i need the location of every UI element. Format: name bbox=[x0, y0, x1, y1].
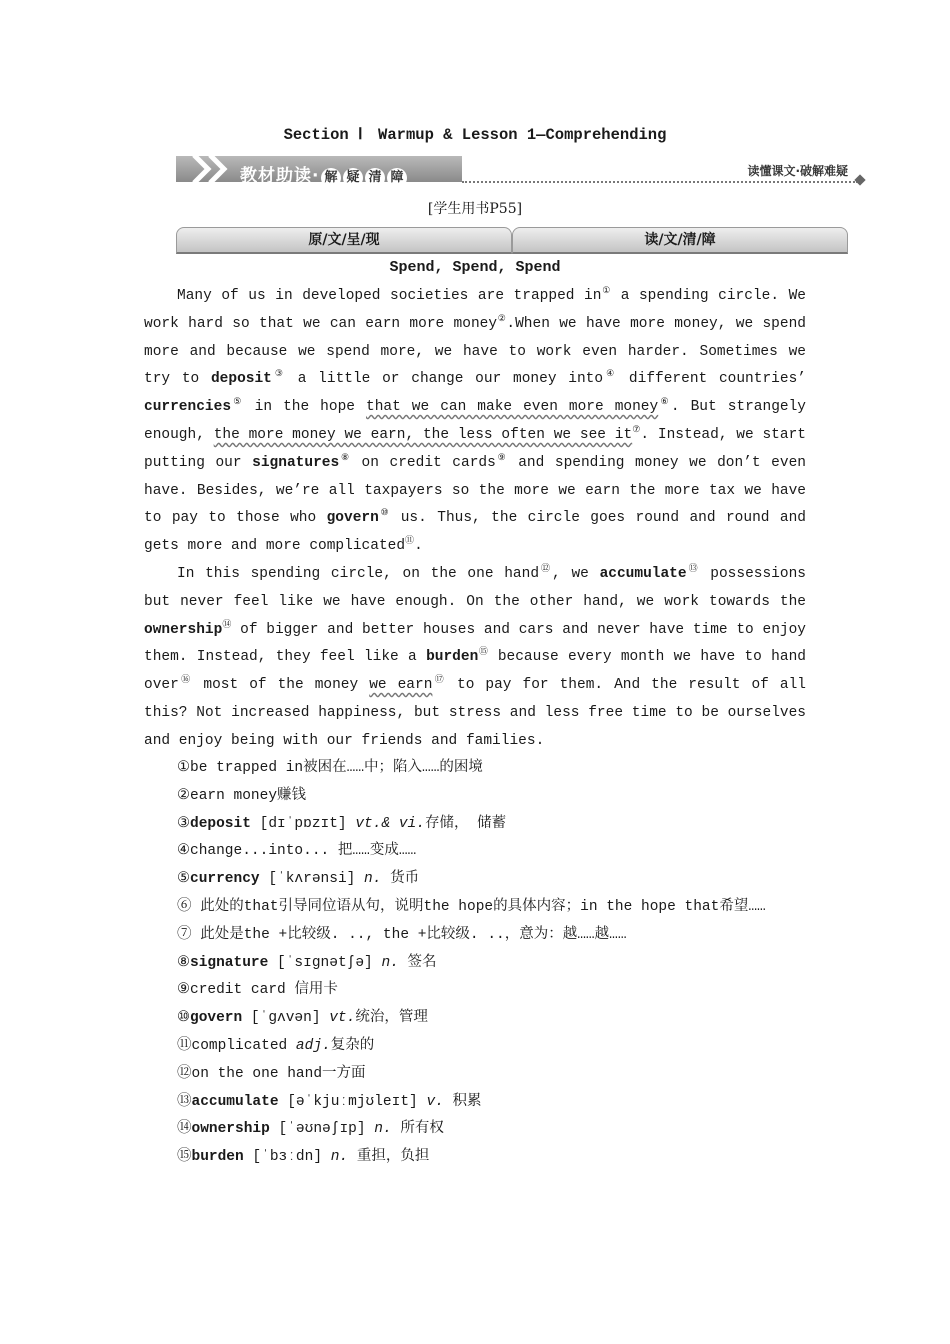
note-text: [əˈkjuːmjʊleɪt] bbox=[278, 1093, 427, 1110]
note-meaning: 复杂的 bbox=[330, 1037, 375, 1054]
note-mark: ⑮ bbox=[177, 1149, 192, 1166]
note-mark: ⑨ bbox=[177, 982, 190, 999]
tab-reading-notes: 读/文/清/障 bbox=[512, 227, 848, 254]
section-title: Section Ⅰ Warmup & Lesson 1—Comprehending bbox=[283, 126, 667, 144]
passage-body bbox=[144, 283, 806, 756]
note-item bbox=[144, 755, 806, 783]
banner-left-text: 教材助读· bbox=[240, 166, 320, 186]
note-text: [dɪˈpɒzɪt] bbox=[250, 815, 356, 832]
note-mark: ① bbox=[177, 760, 190, 776]
paragraph-1: Many of us in developed societies are trapped in① a spending circle. We work hard so that we can earn more money②.When we have more money, we spend more and because we spend more, we have to work even harder. Sometimes we try to deposit③ a little or change our money into④ different countries’ currencies⑤ in the hope that we can make even more money⑥. But strangely enough, the more money we earn, the less often we see it⑦. Instead, we start putting our signatures⑧ on credit cards⑨ and spending money we don’t even have. Besides, we’re all taxpayers so the more we earn the more tax we have to pay to those who govern⑩ us. Thus, the circle goes round and round and gets more and more complicated⑪. bbox=[144, 286, 807, 555]
banner-char: 清 bbox=[365, 168, 385, 188]
note-headword: govern bbox=[190, 1010, 243, 1027]
note-meaning: 统治，管理 bbox=[355, 1010, 428, 1027]
note-text: 此处是the +比较级. .., the +比较级. ..，意为：越……越…… bbox=[191, 926, 627, 943]
double-chevron-icon bbox=[190, 153, 234, 185]
note-item bbox=[144, 783, 806, 811]
note-pos: n. bbox=[374, 1121, 392, 1138]
note-item bbox=[144, 1061, 806, 1089]
note-text: [ˈəʊnəʃɪp] bbox=[269, 1121, 375, 1138]
diamond-icon bbox=[854, 174, 865, 185]
note-pos: vt.& vi. bbox=[355, 815, 425, 832]
note-text: change...into... 把……变成…… bbox=[190, 843, 417, 860]
note-item bbox=[144, 1005, 806, 1033]
note-headword: signature bbox=[190, 954, 269, 971]
note-item bbox=[144, 866, 806, 894]
banner-divider bbox=[462, 181, 858, 183]
note-text: be trapped in被困在……中；陷入……的困境 bbox=[190, 760, 483, 776]
banner-bar bbox=[176, 156, 462, 186]
banner-char: 障 bbox=[387, 168, 407, 188]
note-text: complicated bbox=[191, 1037, 296, 1054]
section-banner bbox=[176, 153, 872, 187]
note-mark: ⑧ bbox=[177, 954, 190, 971]
note-text: credit card 信用卡 bbox=[190, 982, 338, 999]
note-item bbox=[144, 1033, 806, 1061]
note-pos: n. bbox=[364, 871, 382, 888]
note-mark: ⑥ bbox=[177, 898, 192, 915]
note-item bbox=[144, 894, 806, 922]
note-mark: ② bbox=[177, 787, 190, 804]
note-pos: adj. bbox=[295, 1037, 331, 1054]
column-tabs bbox=[176, 227, 848, 252]
note-item bbox=[144, 950, 806, 978]
note-meaning: 重担，负担 bbox=[348, 1149, 430, 1166]
note-headword: currency bbox=[190, 871, 260, 888]
note-mark: ⑩ bbox=[177, 1010, 190, 1027]
note-mark: ④ bbox=[177, 843, 190, 860]
note-text: [ˈgʌvən] bbox=[242, 1010, 330, 1027]
note-mark: ③ bbox=[177, 815, 190, 832]
note-mark: ⑤ bbox=[177, 871, 190, 888]
note-headword: accumulate bbox=[191, 1093, 279, 1110]
note-pos: n. bbox=[330, 1149, 349, 1166]
note-meaning: 货币 bbox=[381, 871, 420, 888]
note-text: [ˈbɜːdn] bbox=[243, 1149, 331, 1166]
page-reference: [学生用书P55] bbox=[427, 201, 523, 217]
banner-char: 解 bbox=[321, 168, 341, 188]
vocabulary-notes bbox=[144, 755, 806, 1172]
note-text: [ˈsɪgnətʃə] bbox=[268, 954, 382, 971]
note-text: on the one hand一方面 bbox=[191, 1065, 366, 1082]
note-item bbox=[144, 977, 806, 1005]
note-headword: deposit bbox=[190, 815, 251, 832]
note-pos: vt. bbox=[329, 1010, 356, 1027]
paragraph-2: In this spending circle, on the one hand⑫, we accumulate⑬ possessions but never feel like we have enough. On the other hand, we work towards the ownership⑭ of bigger and better houses and cars and never have time to enjoy them. Instead, they feel like a burden⑮ because every month we have to hand over⑯ most of the money we earn⑰ to pay for them. And the result of all this? Not increased happiness, but stress and less free time to be ourselves and enjoy being with our friends and families. bbox=[144, 563, 806, 749]
note-meaning: 签名 bbox=[398, 954, 437, 971]
note-meaning: 积累 bbox=[443, 1093, 482, 1110]
note-headword: burden bbox=[191, 1149, 244, 1166]
note-headword: ownership bbox=[191, 1121, 270, 1138]
note-mark: ⑦ bbox=[177, 926, 192, 943]
note-item bbox=[144, 1116, 806, 1144]
banner-left bbox=[240, 161, 407, 188]
note-item bbox=[144, 811, 806, 839]
note-mark: ⑪ bbox=[177, 1037, 192, 1054]
banner-right-text: 读懂课文·破解难疑 bbox=[747, 164, 848, 178]
note-pos: v. bbox=[426, 1093, 444, 1110]
note-item bbox=[144, 1144, 806, 1172]
note-text: [ˈkʌrənsi] bbox=[259, 871, 365, 888]
note-item bbox=[144, 922, 806, 950]
passage-title: Spend, Spend, Spend bbox=[389, 259, 561, 276]
note-item bbox=[144, 838, 806, 866]
note-mark: ⑭ bbox=[177, 1121, 192, 1138]
note-pos: n. bbox=[381, 954, 399, 971]
note-meaning: 存储， 储蓄 bbox=[424, 815, 507, 832]
note-text: earn money赚钱 bbox=[190, 787, 307, 804]
note-text: 此处的that引导同位语从句，说明the hope的具体内容；in the hope that希望…… bbox=[191, 898, 766, 915]
note-meaning: 所有权 bbox=[391, 1121, 444, 1138]
note-item bbox=[144, 1089, 806, 1117]
note-mark: ⑫ bbox=[177, 1065, 192, 1082]
note-mark: ⑬ bbox=[177, 1093, 192, 1110]
banner-char: 疑 bbox=[343, 168, 363, 188]
tab-original-text: 原/文/呈/现 bbox=[176, 227, 512, 254]
